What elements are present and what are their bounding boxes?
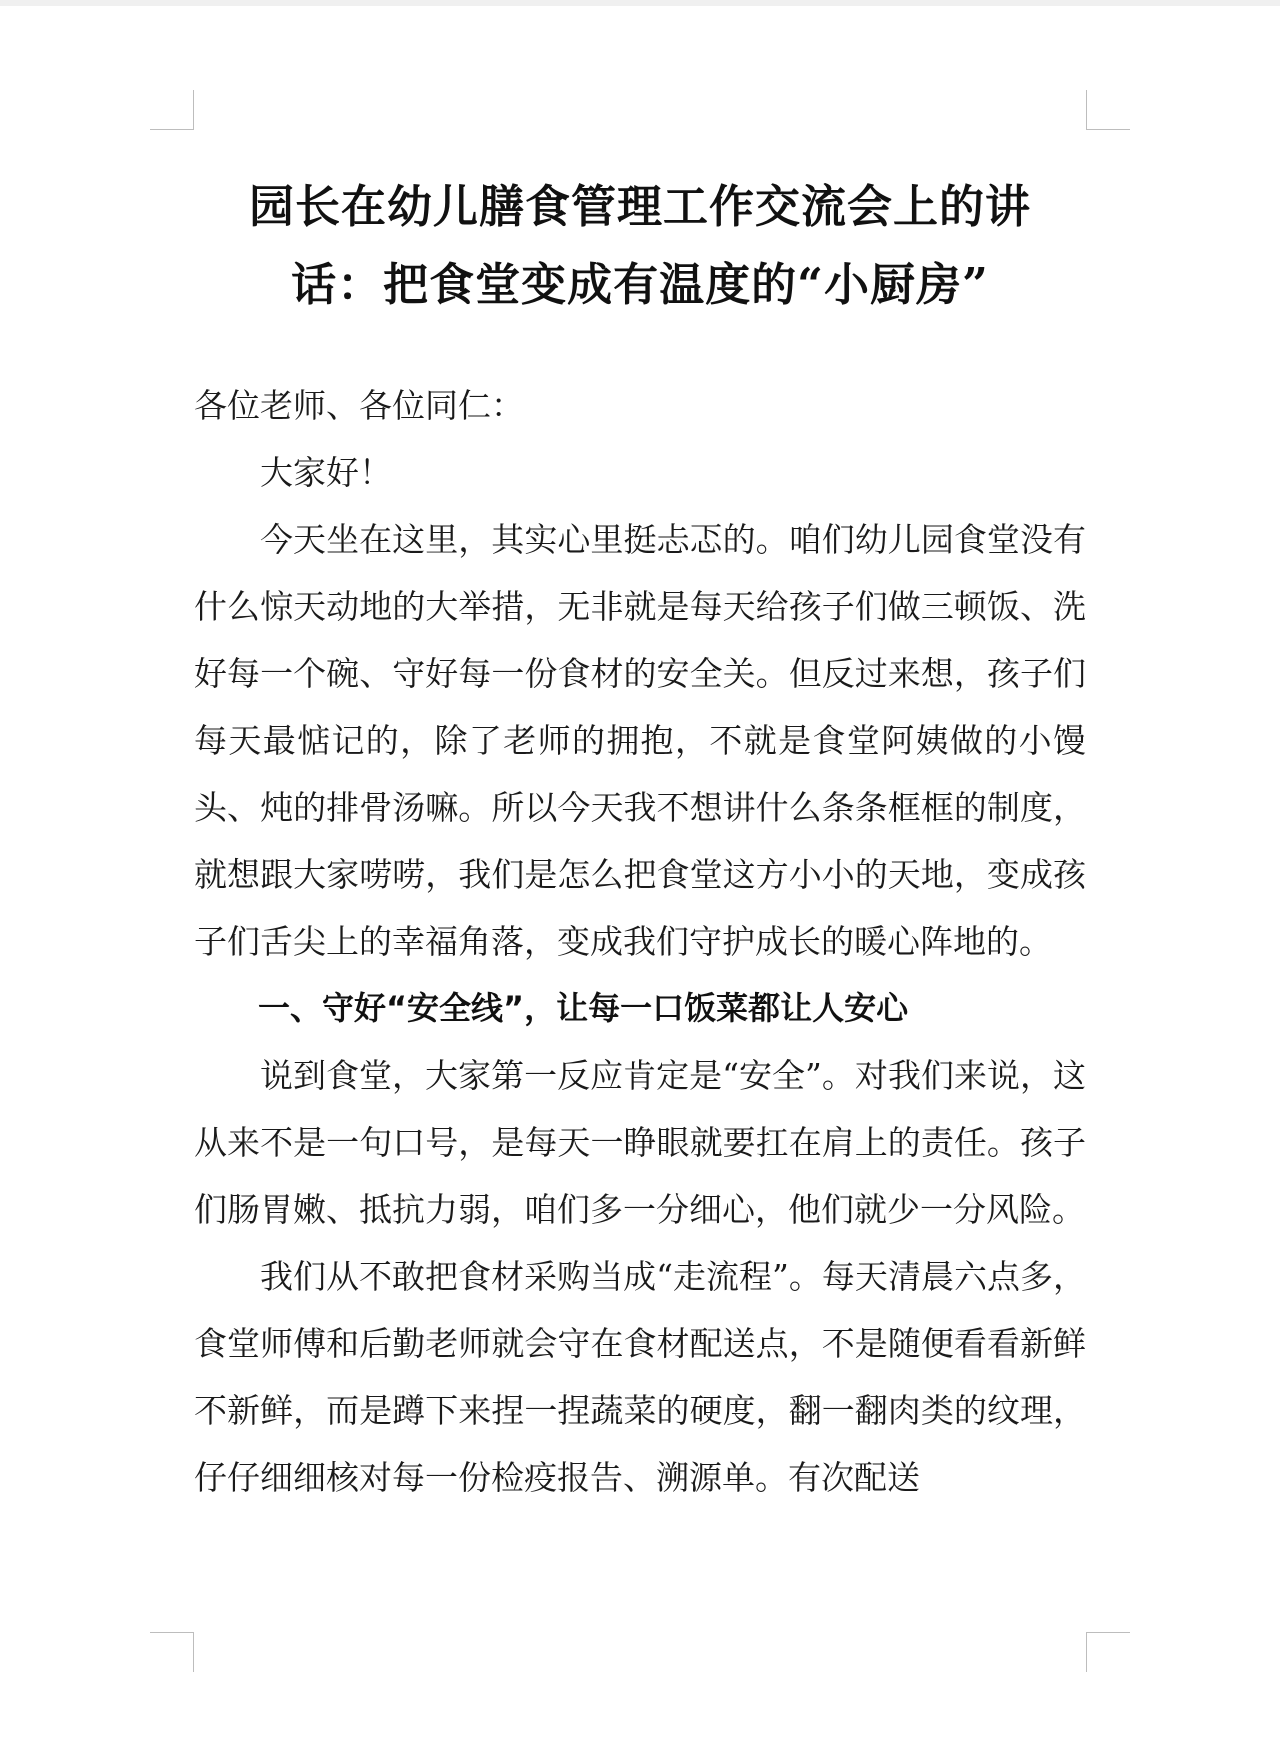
greeting: 大家好！ [260, 453, 392, 492]
page-corner-mark-top-right [1086, 90, 1130, 130]
document-title: 园长在幼儿膳食管理工作交流会上的讲话：把食堂变成有温度的“小厨房” [248, 180, 1031, 311]
page-corner-mark-bottom-left [150, 1632, 194, 1672]
intro-paragraph: 今天坐在这里，其实心里挺忐忑的。咱们幼儿园食堂没有什么惊天动地的大举措，无非就是每天给孩子们做三顿饭、洗好每一个碗、守好每一份食材的安全关。但反过来想，孩子们每天最惦记的，除了老师的拥抱，不就是食堂阿姨做的小馒头、炖的排骨汤嘛。所以今天我不想讲什么条条框框的制度，就想跟大家唠唠，我们是怎么把食堂这方小小的天地，变成孩子们舌尖上的幸福角落，变成我们守护成长的暖心阵地的。 [194, 520, 1086, 961]
top-border-strip [0, 0, 1280, 6]
section-1-paragraph-2: 我们从不敢把食材采购当成“走流程”。每天清晨六点多，食堂师傅和后勤老师就会守在食材配送点，不是随便看看新鲜不新鲜，而是蹲下来捏一捏蔬菜的硬度，翻一翻肉类的纹理，仔仔细细核对每一份检疫报告、溯源单。有次配送 [194, 1257, 1086, 1497]
salutation: 各位老师、各位同仁： [194, 386, 524, 425]
page-corner-mark-bottom-right [1086, 1632, 1130, 1672]
section-heading-1: 一、守好“安全线”，让每一口饭菜都让人安心 [258, 989, 909, 1027]
page-corner-mark-top-left [150, 90, 194, 130]
document-page [194, 168, 1086, 1511]
section-1-paragraph-1: 说到食堂，大家第一反应肯定是“安全”。对我们来说，这从来不是一句口号，是每天一睁眼就要扛在肩上的责任。孩子们肠胃嫩、抵抗力弱，咱们多一分细心，他们就少一分风险。 [194, 1056, 1086, 1229]
